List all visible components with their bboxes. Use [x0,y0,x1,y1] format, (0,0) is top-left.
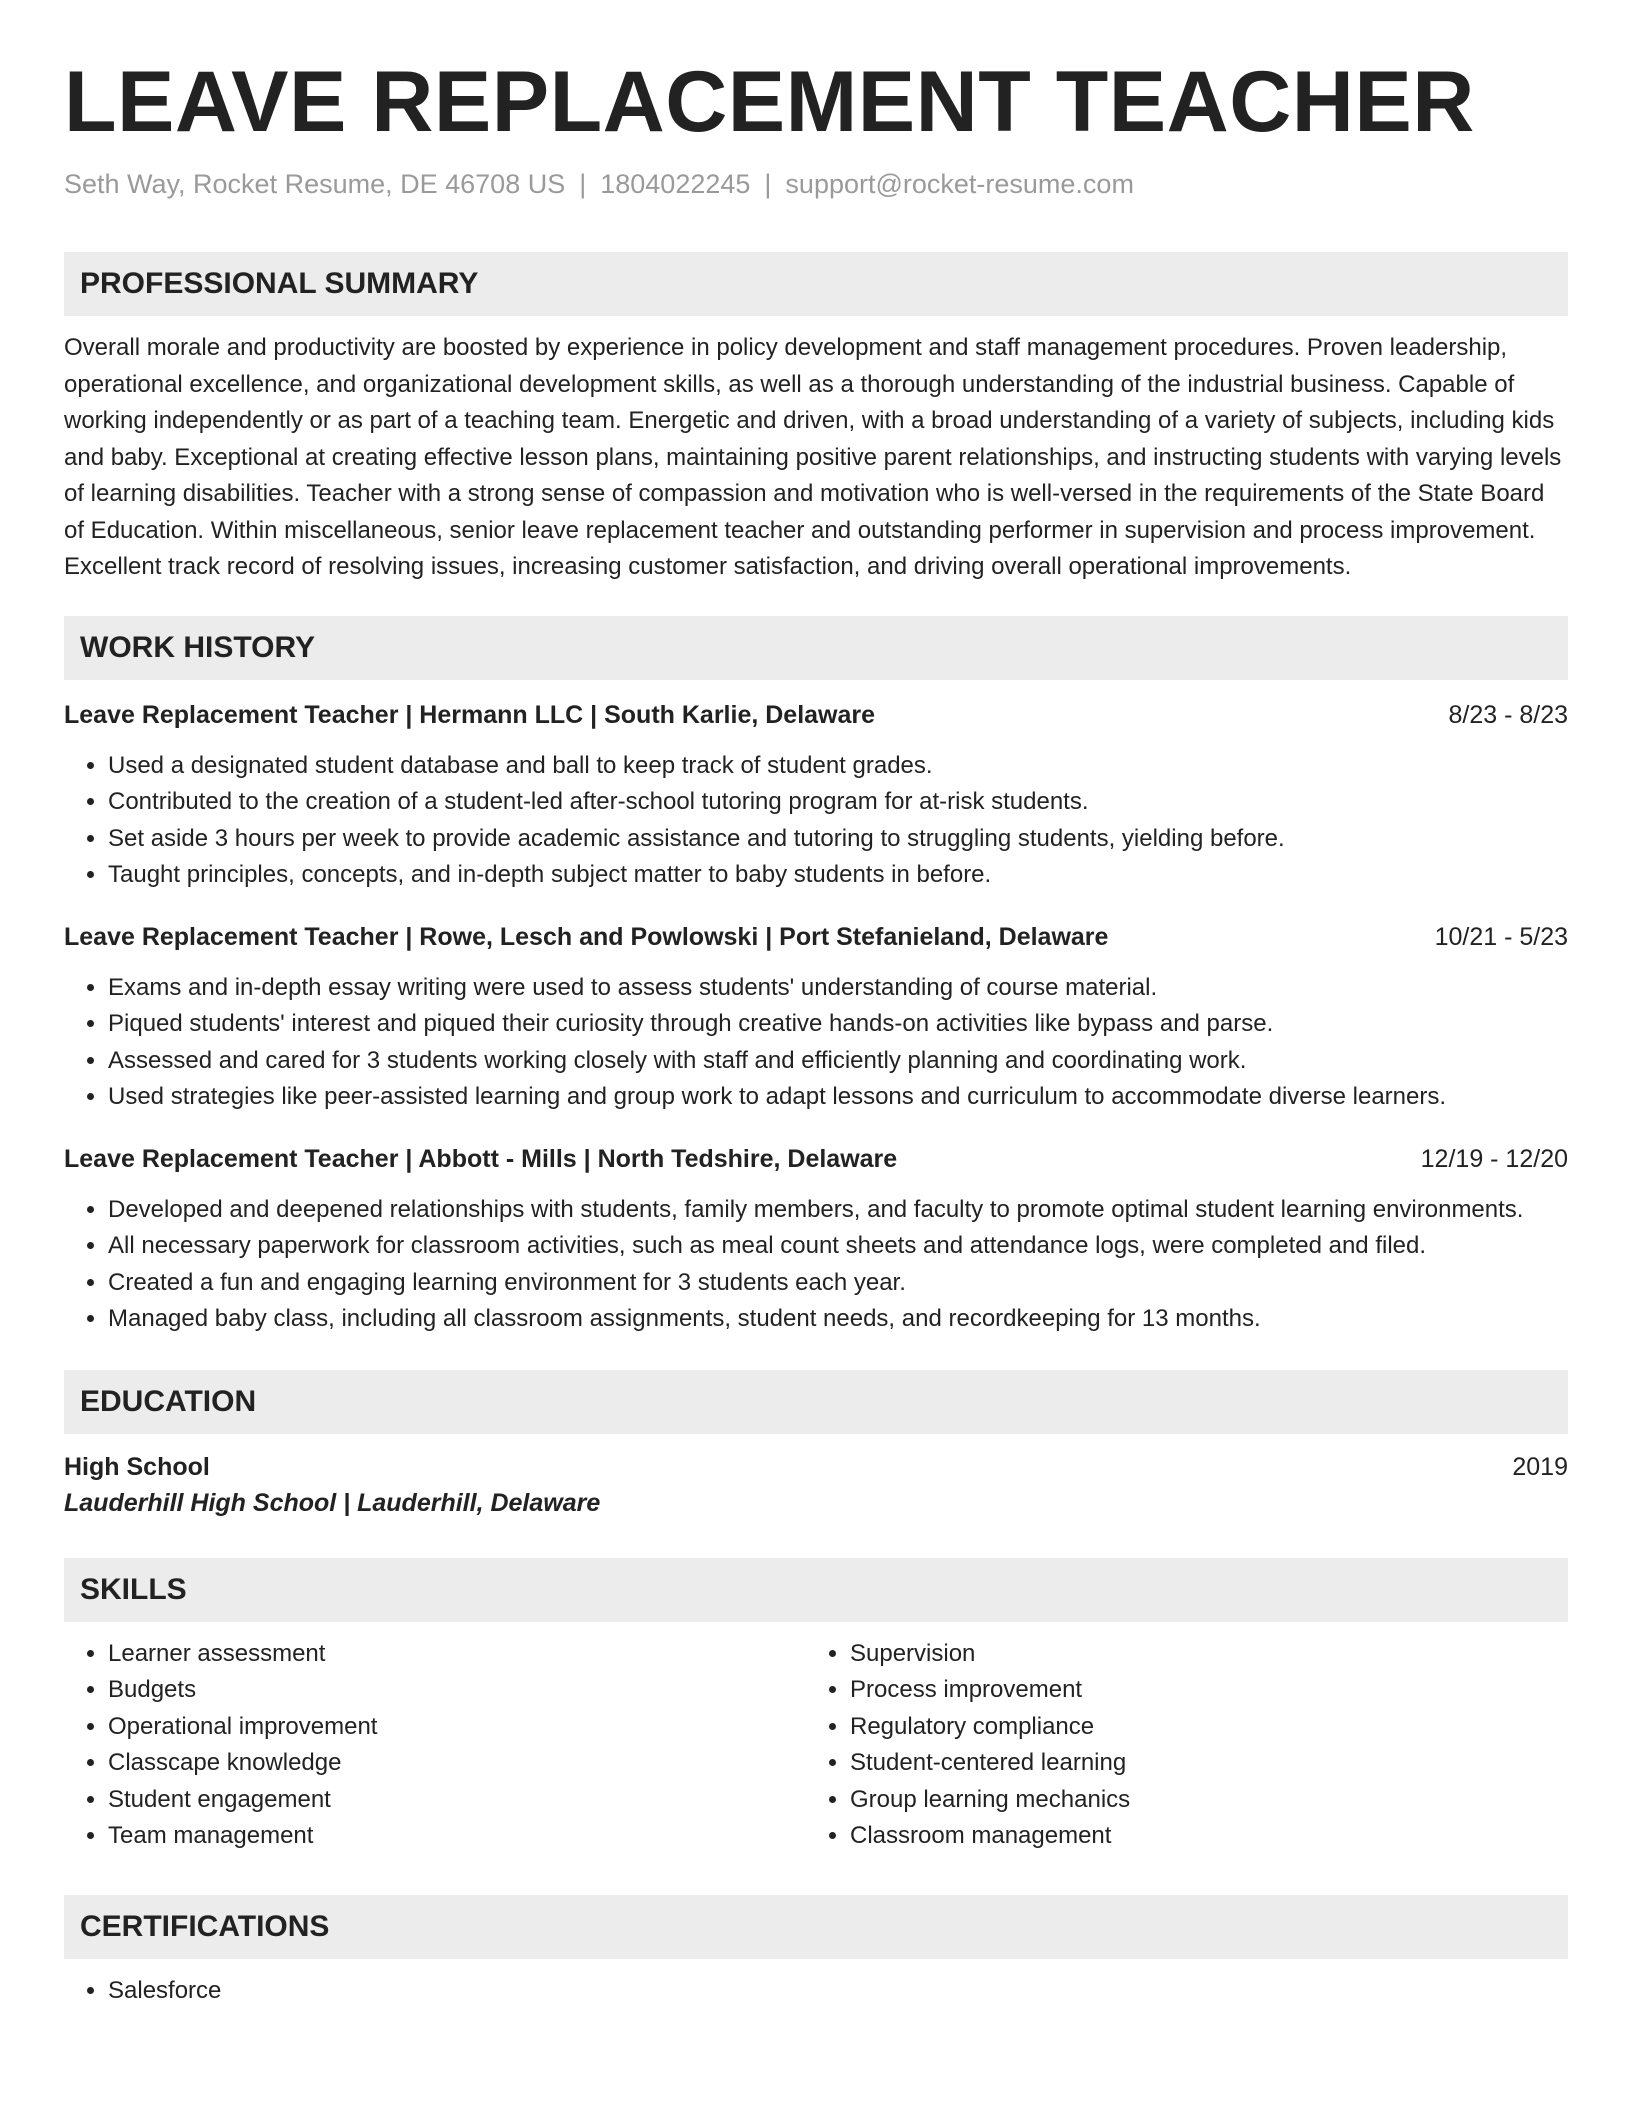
education-degree: High School [64,1452,210,1481]
skill-item: • Operational improvement [108,1709,806,1746]
education-entry [64,1450,1568,1522]
contact-line [64,166,1568,202]
section-heading-work: WORK HISTORY [64,616,1568,680]
skill-item: • Process improvement [850,1672,1566,1709]
job-title: Leave Replacement Teacher | Hermann LLC | South Karlie, Delaware [64,700,876,729]
job-bullets [64,970,1568,1116]
certification-list [64,1973,1568,2010]
job-bullets [64,1192,1568,1338]
section-heading-education: EDUCATION [64,1370,1568,1434]
job-bullet: • Used strategies like peer-assisted learning and group work to adapt lessons and curriculum to accommodate diverse learners. [108,1079,1568,1116]
job-bullet: • Set aside 3 hours per week to provide academic assistance and tutoring to struggling students, yielding before. [108,821,1568,858]
skill-item: • Classcape knowledge [108,1745,806,1782]
summary-text: Overall morale and productivity are boosted by experience in policy development and staff management procedures. Proven leadership, operational excellence, and organizational development skills, as well as a thorough understanding of the industrial business. Capable of working independently or as part of a teaching team. Energetic and driven, with a broad understanding of a variety of subjects, including kids and baby. Exceptional at creating effective lesson plans, maintaining positive parent relationships, and instructing students with varying levels of learning disabilities. Teacher with a strong sense of compassion and motivation who is well-versed in the requirements of the State Board of Education. Within miscellaneous, senior leave replacement teacher and outstanding performer in supervision and process improvement. Excellent track record of resolving issues, increasing customer satisfaction, and driving overall operational improvements. [64,334,1562,580]
skills-column-left [64,1636,806,1855]
education-year: 2019 [1512,1452,1568,1481]
skill-item: • Student engagement [108,1782,806,1819]
job-entry [64,1142,1568,1338]
job-dates: 10/21 - 5/23 [1434,922,1568,951]
skill-item: • Classroom management [850,1818,1566,1855]
section-heading-summary: PROFESSIONAL SUMMARY [64,252,1568,316]
job-title: Leave Replacement Teacher | Abbott - Mills | North Tedshire, Delaware [64,1144,898,1173]
job-bullet: • Developed and deepened relationships with students, family members, and faculty to promote optimal student learning environments. [108,1192,1568,1229]
job-bullets [64,748,1568,894]
skill-item: • Group learning mechanics [850,1782,1566,1819]
skill-item: • Regulatory compliance [850,1709,1566,1746]
job-bullet: • Assessed and cared for 3 students working closely with staff and efficiently planning and coordinating work. [108,1043,1568,1080]
skill-item: • Budgets [108,1672,806,1709]
job-bullet: • All necessary paperwork for classroom activities, such as meal count sheets and attendance logs, were completed and filed. [108,1228,1568,1265]
job-dates: 8/23 - 8/23 [1448,700,1568,729]
skill-item: • Team management [108,1818,806,1855]
section-heading-skills: SKILLS [64,1558,1568,1622]
certification-item: • Salesforce [108,1973,1568,2010]
skills-column-right [806,1636,1566,1855]
resume-title: LEAVE REPLACEMENT TEACHER [64,54,1475,150]
job-entry [64,698,1568,894]
skill-item: • Student-centered learning [850,1745,1566,1782]
skills-columns [64,1636,1568,1855]
job-bullet: • Piqued students' interest and piqued their curiosity through creative hands-on activities like bypass and parse. [108,1006,1568,1043]
job-entry [64,920,1568,1116]
skill-item: • Supervision [850,1636,1566,1673]
job-bullet: • Contributed to the creation of a student-led after-school tutoring program for at-risk students. [108,784,1568,821]
contact-address: Seth Way, Rocket Resume, DE 46708 US [64,169,566,199]
contact-phone: 1804022245 [600,169,751,199]
education-school: Lauderhill High School | Lauderhill, Delaware [64,1488,601,1517]
contact-email: support@rocket-resume.com [785,169,1134,199]
contact-separator: | [579,169,587,199]
job-bullet: • Taught principles, concepts, and in-depth subject matter to baby students in before. [108,857,1568,894]
job-dates: 12/19 - 12/20 [1420,1144,1568,1173]
section-heading-certifications: CERTIFICATIONS [64,1895,1568,1959]
job-bullet: • Exams and in-depth essay writing were used to assess students' understanding of course material. [108,970,1568,1007]
skill-item: • Learner assessment [108,1636,806,1673]
job-bullet: • Used a designated student database and ball to keep track of student grades. [108,748,1568,785]
job-bullet: • Managed baby class, including all classroom assignments, student needs, and recordkeeping for 13 months. [108,1301,1568,1338]
job-bullet: • Created a fun and engaging learning environment for 3 students each year. [108,1265,1568,1302]
contact-separator: | [764,169,772,199]
job-title: Leave Replacement Teacher | Rowe, Lesch and Powlowski | Port Stefanieland, Delaware [64,922,1109,951]
